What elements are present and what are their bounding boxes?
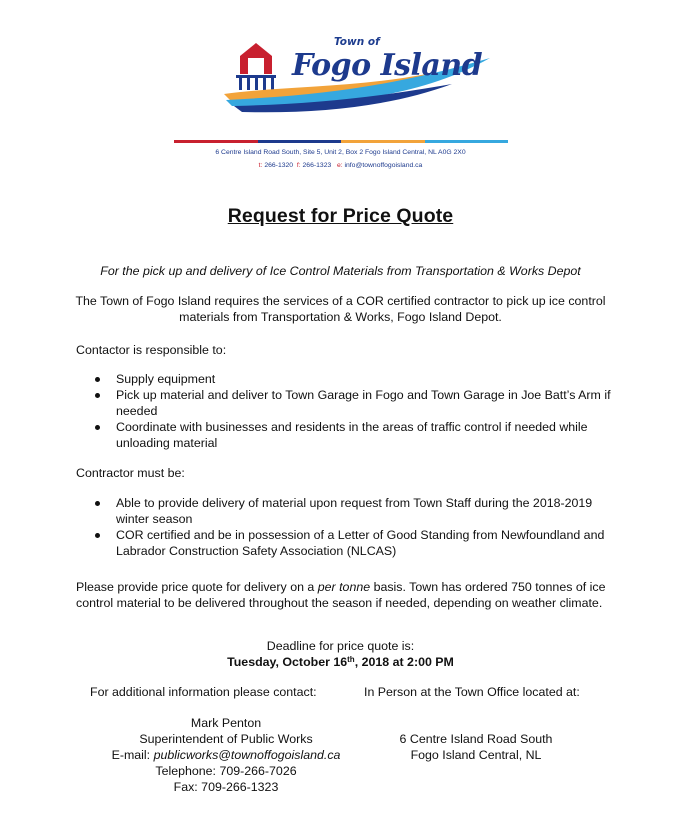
list-item-text: Supply equipment — [116, 372, 216, 386]
responsibilities-label: Contactor is responsible to: — [76, 343, 227, 357]
bullet-icon — [95, 501, 100, 506]
list-item — [94, 371, 614, 387]
quote-text-before: Please provide price quote for delivery on a — [76, 580, 318, 594]
logo-fogo-island: Fogo Island — [292, 48, 483, 83]
intro-text: The Town of Fogo Island requires the services of a COR certified contractor to pick up ice control materials from Transportation & Works, Fogo Island Depot. — [75, 294, 606, 324]
list-item-text: Pick up material and deliver to Town Garage in Fogo and Town Garage in Joe Batt’s Arm if needed — [116, 388, 611, 418]
intro-paragraph — [0, 293, 681, 325]
quote-text-italic: per tonne — [317, 580, 371, 594]
list-item — [94, 387, 614, 419]
list-item — [94, 419, 614, 451]
office-address-line1: 6 Centre Island Road South — [399, 732, 553, 746]
quote-paragraph — [76, 579, 616, 611]
header-color-rule — [174, 140, 508, 143]
page-title: Request for Price Quote — [227, 205, 454, 227]
deadline-date-part1: Tuesday, October 16 — [227, 655, 348, 669]
list-item — [94, 495, 614, 527]
deadline-date — [0, 655, 681, 669]
contact-phone: Telephone: 709-266-7026 — [155, 764, 297, 778]
bullet-icon — [95, 377, 100, 382]
contact-name: Mark Penton — [190, 716, 262, 730]
bullet-icon — [95, 533, 100, 538]
requirements-label: Contractor must be: — [76, 466, 185, 480]
deadline-date-part2: , 2018 at 2:00 PM — [354, 655, 454, 669]
header-address: 6 Centre Island Road South, Site 5, Unit 2, Box 2 Fogo Island Central, NL A0G 2X0 — [215, 149, 466, 156]
rule-orange-segment — [341, 140, 425, 143]
rule-blue-segment — [425, 140, 509, 143]
contact-heading: For additional information please contact: — [90, 685, 317, 699]
logo-town-of: Town of — [334, 36, 380, 48]
list-item — [94, 527, 614, 559]
bullet-icon — [95, 425, 100, 430]
bullet-icon — [95, 393, 100, 398]
contact-email-link[interactable]: publicworks@townoffogoisland.ca — [153, 748, 341, 762]
contact-title: Superintendent of Public Works — [139, 732, 313, 746]
office-heading: In Person at the Town Office located at: — [364, 685, 580, 699]
requirements-list — [94, 495, 614, 559]
office-address-line2: Fogo Island Central, NL — [410, 748, 542, 762]
town-logo — [222, 34, 502, 134]
responsibilities-list — [94, 371, 614, 451]
list-item-text: Able to provide delivery of material upon request from Town Staff during the 2018-2019 winter season — [116, 496, 593, 526]
header-phone: 266-1320 — [264, 162, 294, 169]
rule-red-segment — [174, 140, 258, 143]
rule-navy-segment — [258, 140, 342, 143]
email-label: e: — [336, 162, 343, 169]
subtitle: For the pick up and delivery of Ice Control Materials from Transportation & Works Depot — [100, 264, 581, 278]
contact-email-row — [76, 747, 376, 763]
phone-label: t: — [258, 162, 263, 169]
list-item-text: COR certified and be in possession of a Letter of Good Standing from Newfoundland and Labrador Construction Safety Association (NLCAS) — [116, 528, 605, 558]
header-fax: 266-1323 — [302, 162, 332, 169]
contact-email-label: E-mail: — [111, 748, 154, 762]
office-address — [376, 731, 576, 763]
contact-fax: Fax: 709-266-1323 — [173, 780, 279, 794]
header-email: info@townoffogoisland.ca — [344, 162, 423, 169]
fax-label: f: — [296, 162, 301, 169]
quote-text-after: basis. Town has ordered 750 tonnes of ice control material to be delivered throughout the season if needed, depending on weather climate. — [76, 580, 606, 610]
contact-details — [76, 715, 376, 795]
deadline-date-sup: th — [347, 655, 355, 664]
list-item-text: Coordinate with businesses and residents in the areas of traffic control if needed while unloading material — [116, 420, 588, 450]
deadline-label: Deadline for price quote is: — [266, 639, 415, 653]
header-contacts — [0, 162, 681, 169]
